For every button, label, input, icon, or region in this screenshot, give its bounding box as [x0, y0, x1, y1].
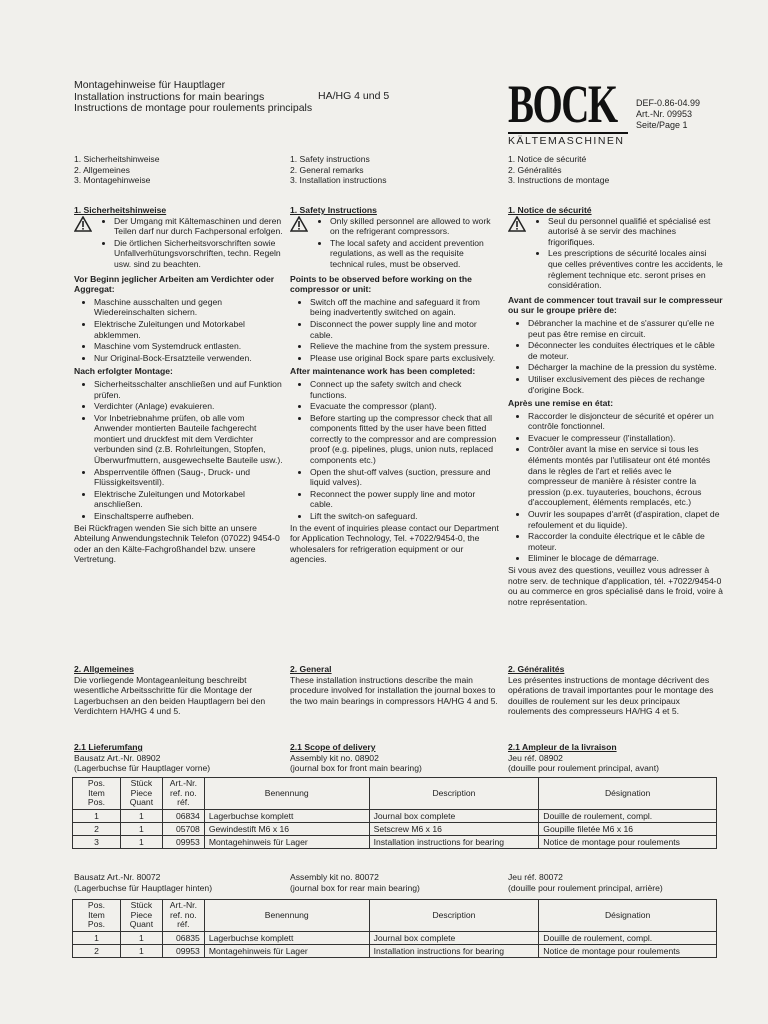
list-item: • Raccorder le disjoncteur de sécurité et opérer un contrôle fonctionnel. — [528, 411, 723, 432]
list-item: • Débrancher la machine et de s'assurer qu'elle ne peut pas être remise en circuit. — [528, 318, 723, 339]
subheading: After maintenance work has been completed: — [290, 366, 476, 377]
section-title: 2.1 Scope of delivery — [290, 742, 376, 752]
bock-logo — [508, 74, 628, 147]
list-item: • Sicherheitsschalter anschließen und auf Funktion prüfen. — [94, 379, 284, 400]
warning-icon — [290, 216, 310, 271]
scope-en — [290, 742, 500, 774]
cell-de: Lagerbuchse komplett — [204, 931, 369, 944]
scope-fr — [508, 742, 723, 774]
cell-art: 06834 — [162, 809, 204, 822]
general-en — [290, 664, 500, 706]
list-item: • Raccorder la conduite électrique et le câble de moteur. — [528, 531, 723, 552]
list-item: • Die örtlichen Sicherheitsvorschriften sowie Unfallverhütungsvorschriften, techn. Regeln usw. sind zu beachten. — [114, 238, 284, 270]
table-header-row — [73, 778, 717, 810]
kit2-fr — [508, 872, 723, 893]
list-item: • Evacuer le compresseur (l'installation). — [528, 433, 723, 444]
kit-description: (douille pour roulement principal, avant) — [508, 763, 659, 774]
table-header-row — [73, 900, 717, 932]
list-item: • Einschaltsperre aufheben. — [94, 511, 284, 522]
list-item: • Eliminer le blocage de démarrage. — [528, 553, 723, 564]
list-item: • Maschine ausschalten und gegen Wiedereinschalten sichern. — [94, 297, 284, 318]
general-de — [74, 664, 284, 717]
kit-number: Jeu réf. 80072 — [508, 872, 563, 882]
subheading: Après une remise en état: — [508, 398, 614, 409]
list-item: • Elektrische Zuleitungen und Motorkabel anschließen. — [94, 489, 284, 510]
toc-fr — [508, 154, 723, 186]
list-item: • Connect up the safety switch and check functions. — [310, 379, 500, 400]
list-item: • The local safety and accident prevention regulations, as well as the requisite technical rules, must be observed. — [330, 238, 500, 270]
col-header-art: Art.-Nr. ref. no. réf. — [162, 778, 204, 810]
kit-description: (journal box for rear main bearing) — [290, 882, 420, 893]
cell-de: Lagerbuchse komplett — [204, 809, 369, 822]
cell-art: 05708 — [162, 822, 204, 835]
col-header-fr: Désignation — [539, 900, 717, 932]
general-text: These installation instructions describe the main procedure involved for installation the journal boxes to the two main bearings in compressors HA/HG 4 and 5. — [290, 674, 498, 706]
subheading: Points to be observed before working on the compressor or unit: — [290, 273, 472, 295]
list-item: • Absperrventile öffnen (Saug-, Druck- und Flüssigkeitsventil). — [94, 467, 284, 488]
toc-item: 3. Montagehinweise — [74, 175, 151, 186]
subheading: Avant de commencer tout travail sur le compresseur ou sur le groupe prière de: — [508, 294, 723, 316]
subheading: Vor Beginn jeglicher Arbeiten am Verdichter oder Aggregat: — [74, 273, 275, 295]
document-id — [636, 98, 700, 131]
kit-description: (journal box for front main bearing) — [290, 763, 422, 774]
list-item: • Utiliser exclusivement des pièces de rechange d'origine Bock. — [528, 374, 723, 395]
model-label: HA/HG 4 und 5 — [318, 90, 390, 102]
toc-item: 3. Installation instructions — [290, 175, 387, 186]
cell-fr: Notice de montage pour roulements — [539, 944, 717, 957]
toc-item: 1. Notice de sécurité — [508, 154, 587, 164]
table-row — [73, 809, 717, 822]
kit-number: Bausatz Art.-Nr. 80072 — [74, 872, 161, 882]
safety-fr — [508, 205, 723, 607]
cell-pos: 2 — [73, 944, 121, 957]
logo-subtitle: KÄLTEMASCHINEN — [508, 132, 628, 147]
general-text: Les présentes instructions de montage décrivent des opérations de travail importantes pour le montage des douilles de roulement sur les deux principaux roulements des compresseurs HA/HG 4 et 5. — [508, 674, 714, 717]
toc-item: 1. Sicherheitshinweise — [74, 154, 160, 164]
cell-qty: 1 — [120, 822, 162, 835]
toc-en — [290, 154, 500, 186]
cell-de: Montagehinweis für Lager — [204, 944, 369, 957]
list-item: • Please use original Bock spare parts exclusively. — [310, 353, 500, 364]
kit-number: Bausatz Art.-Nr. 08902 — [74, 752, 161, 763]
col-header-pos: Pos. Item Pos. — [73, 778, 121, 810]
list-item: • Les prescriptions de sécurité locales ainsi que celles préventives contre les accidents, le règlement technique etc. seront prises en considération. — [548, 248, 723, 290]
safety-de — [74, 205, 284, 565]
cell-en: Journal box complete — [369, 931, 539, 944]
kit2-en — [290, 872, 500, 893]
col-header-pos: Pos. Item Pos. — [73, 900, 121, 932]
list-item: • Décharger la machine de la pression du système. — [528, 362, 723, 373]
table-row — [73, 931, 717, 944]
general-fr — [508, 664, 723, 717]
list-item: • Lift the switch-on safeguard. — [310, 511, 500, 522]
list-item: • Switch off the machine and safeguard it from being inadvertently switched on again. — [310, 297, 500, 318]
logo-word: BOCK — [508, 74, 617, 134]
list-item: • Verdichter (Anlage) evakuieren. — [94, 401, 284, 412]
list-item: • Before starting up the compressor check that all components fitted by the user have been fitted correctly to the compressor and are compression proof (e.g. pipelines, plugs, union nuts, replaced components etc.) — [310, 413, 500, 466]
safety-en — [290, 205, 500, 565]
title-en: Installation instructions for main bearings — [74, 90, 265, 103]
col-header-en: Description — [369, 778, 539, 810]
section-title: 2. Généralités — [508, 664, 565, 674]
cell-de: Montagehinweis für Lager — [204, 835, 369, 848]
section-title: 2.1 Ampleur de la livraison — [508, 742, 617, 752]
scope-de — [74, 742, 284, 774]
cell-pos: 1 — [73, 931, 121, 944]
col-header-qty: Stück Piece Quant — [120, 900, 162, 932]
table-row — [73, 835, 717, 848]
title-fr: Instructions de montage pour roulements principals — [74, 102, 313, 114]
list-item: • Only skilled personnel are allowed to work on the refrigerant compressors. — [330, 216, 500, 237]
contact-text: In the event of inquiries please contact our Department for Application Technology, Tel. +7022/9454-0, the wholesalers for refrigeration equipment or our agencies. — [290, 522, 499, 565]
list-item: • Relieve the machine from the system pressure. — [310, 341, 500, 352]
toc-item: 2. Allgemeines — [74, 164, 130, 175]
col-header-art: Art.-Nr. ref. no. réf. — [162, 900, 204, 932]
toc-item: 2. Généralités — [508, 164, 562, 175]
warning-icon — [508, 216, 528, 292]
col-header-en: Description — [369, 900, 539, 932]
list-item: • Vor Inbetriebnahme prüfen, ob alle vom Anwender montierten Bauteile fachgerecht montiert und druckfest mit dem Verdichter verbunden sind (z.B. Rohrleitungen, Stopfen, Überwurfmuttern, ausgewechselte Bauteile usw.). — [94, 413, 284, 466]
list-item: • Open the shut-off valves (suction, pressure and liquid valves). — [310, 467, 500, 488]
kit2-de — [74, 872, 284, 893]
toc-item: 2. General remarks — [290, 164, 364, 175]
col-header-qty: Stück Piece Quant — [120, 778, 162, 810]
cell-en: Installation instructions for bearing — [369, 835, 539, 848]
list-item: • Reconnect the power supply line and motor cable. — [310, 489, 500, 510]
doc-code: DEF-0.86-04.99 — [636, 98, 701, 108]
section-title: 1. Sicherheitshinweise — [74, 205, 167, 215]
document-title — [74, 80, 312, 115]
cell-art: 09953 — [162, 835, 204, 848]
section-title: 2. Allgemeines — [74, 664, 134, 674]
table-row — [73, 822, 717, 835]
general-text: Die vorliegende Montageanleitung beschreibt wesentliche Arbeitsschritte für die Montage der Lagerbuchsen an den beiden Hauptlagern bei den Verdichtern HA/HG 4 und 5. — [74, 674, 266, 717]
cell-art: 09953 — [162, 944, 204, 957]
kit-number: Assembly kit no. 80072 — [290, 872, 379, 882]
list-item: • Disconnect the power supply line and motor cable. — [310, 319, 500, 340]
section-title: 1. Safety Instructions — [290, 205, 377, 215]
warning-icon — [74, 216, 94, 271]
title-de: Montagehinweise für Hauptlager — [74, 79, 226, 91]
col-header-de: Benennung — [204, 778, 369, 810]
toc-de — [74, 154, 284, 186]
section-title: 2. General — [290, 664, 332, 674]
list-item: • Maschine vom Systemdruck entlasten. — [94, 341, 284, 352]
cell-fr: Douille de roulement, compl. — [539, 809, 717, 822]
contact-text: Bei Rückfragen wenden Sie sich bitte an unsere Abteilung Anwendungstechnik Telefon (07022) 9454-0 oder an den Kälte-Fachgroßhandel bzw. unsere Vertretung. — [74, 522, 280, 565]
cell-fr: Notice de montage pour roulements — [539, 835, 717, 848]
cell-pos: 1 — [73, 809, 121, 822]
kit-description: (Lagerbuchse für Hauptlager vorne) — [74, 763, 211, 774]
list-item: • Evacuate the compressor (plant). — [310, 401, 500, 412]
page-number: Seite/Page 1 — [636, 120, 688, 130]
toc-item: 1. Safety instructions — [290, 154, 370, 164]
cell-en: Installation instructions for bearing — [369, 944, 539, 957]
cell-de: Gewindestift M6 x 16 — [204, 822, 369, 835]
kit-description: (Lagerbuchse für Hauptlager hinten) — [74, 882, 213, 893]
cell-pos: 2 — [73, 822, 121, 835]
list-item: • Ouvrir les soupapes d'arrêt (d'aspiration, clapet de refoulement et du liquide). — [528, 509, 723, 530]
list-item: • Der Umgang mit Kältemaschinen und deren Teilen darf nur durch Fachpersonal erfolgen. — [114, 216, 284, 237]
section-title: 1. Notice de sécurité — [508, 205, 592, 215]
kit-description: (douille pour roulement principal, arrière) — [508, 882, 663, 893]
cell-pos: 3 — [73, 835, 121, 848]
kit-number: Assembly kit no. 08902 — [290, 752, 379, 763]
list-item: • Seul du personnel qualifié et spécialisé est autorisé à se servir des machines frigorifiques. — [548, 216, 723, 248]
kit-number: Jeu réf. 08902 — [508, 752, 563, 763]
cell-qty: 1 — [120, 835, 162, 848]
list-item: • Elektrische Zuleitungen und Motorkabel abklemmen. — [94, 319, 284, 340]
subheading: Nach erfolgter Montage: — [74, 366, 173, 377]
cell-en: Journal box complete — [369, 809, 539, 822]
cell-art: 06835 — [162, 931, 204, 944]
cell-qty: 1 — [120, 944, 162, 957]
cell-qty: 1 — [120, 809, 162, 822]
col-header-de: Benennung — [204, 900, 369, 932]
contact-text: Si vous avez des questions, veuillez vous adresser à notre serv. de technique d'application, tél. +7022/9454-0 ou au commerce en gros spécialisé dans le froid, voire à notre représentation. — [508, 565, 723, 607]
list-item: • Déconnecter les conduites électriques et le câble de moteur. — [528, 340, 723, 361]
list-item: • Nur Original-Bock-Ersatzteile verwenden. — [94, 353, 284, 364]
parts-table-rear — [72, 899, 717, 958]
col-header-fr: Désignation — [539, 778, 717, 810]
toc-item: 3. Instructions de montage — [508, 175, 610, 186]
cell-qty: 1 — [120, 931, 162, 944]
art-number: Art.-Nr. 09953 — [636, 109, 693, 119]
cell-fr: Goupille filetée M6 x 16 — [539, 822, 717, 835]
list-item: • Contrôler avant la mise en service si tous les éléments montés par l'utilisateur ont été montés dans le règles de l'art et reliés avec le compresseur de manière à résister contre la pression (p.ex. tuyauteries, bouchons, écrous d'accouplement, éléments remplacés, etc.) — [528, 444, 723, 508]
cell-en: Setscrew M6 x 16 — [369, 822, 539, 835]
cell-fr: Douille de roulement, compl. — [539, 931, 717, 944]
section-title: 2.1 Lieferumfang — [74, 742, 143, 752]
table-row — [73, 944, 717, 957]
parts-table-front — [72, 777, 717, 849]
